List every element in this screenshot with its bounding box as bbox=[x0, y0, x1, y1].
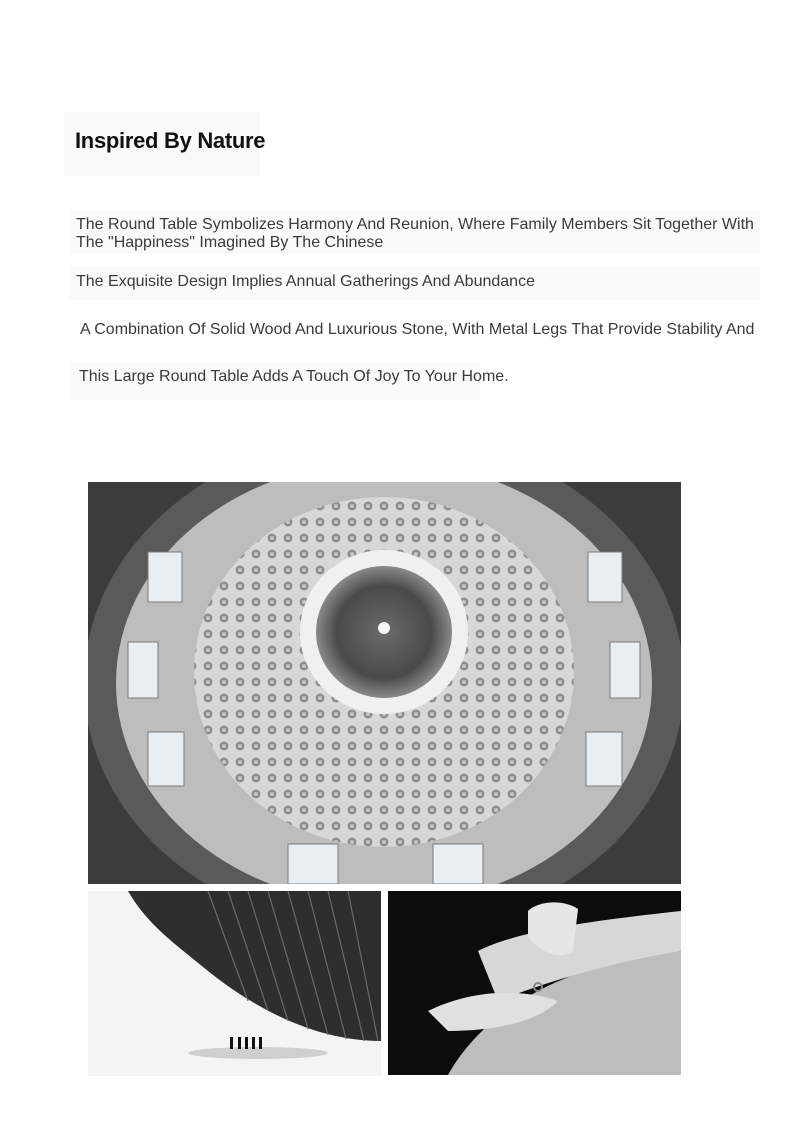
paragraph-joy: This Large Round Table Adds A Touch Of Joy To Your Home. bbox=[79, 368, 509, 385]
hands-photo bbox=[388, 891, 681, 1075]
paragraph-design: The Exquisite Design Implies Annual Gatherings And Abundance bbox=[76, 273, 535, 290]
dome-interior-photo bbox=[88, 482, 681, 884]
paragraph-materials: A Combination Of Solid Wood And Luxurious Stone, With Metal Legs That Provide Stability And bbox=[80, 321, 755, 338]
page-title: Inspired By Nature bbox=[75, 128, 266, 153]
paragraph-harmony-line-2: The "Happiness" Imagined By The Chinese bbox=[76, 234, 384, 251]
curved-architecture-photo bbox=[88, 891, 381, 1076]
paragraph-harmony-line-1: The Round Table Symbolizes Harmony And Reunion, Where Family Members Sit Together With bbox=[76, 216, 754, 233]
